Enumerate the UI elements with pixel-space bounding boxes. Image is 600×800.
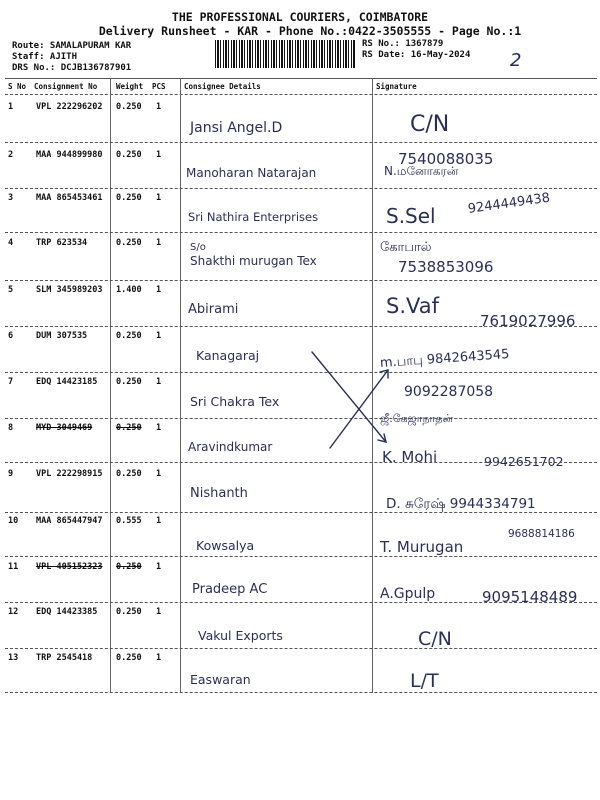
row-consignee: Kowsalya — [196, 538, 255, 553]
col-header-signature: Signature — [376, 82, 417, 91]
row-consignment-no: VPL 405152323 — [36, 562, 103, 572]
row-weight: 0.250 — [116, 193, 142, 203]
row-consignment-no: MAA 944899980 — [36, 150, 103, 160]
row-pcs: 1 — [156, 102, 162, 112]
col-header-pcs: PCS — [152, 82, 166, 91]
row-signature-phone: 7619027996 — [480, 312, 576, 330]
row-consignment-no: EDQ 14423185 — [36, 377, 98, 387]
row-sno: 8 — [8, 423, 14, 433]
row-sno: 2 — [8, 150, 14, 160]
row-consignment-no: SLM 345989203 — [36, 285, 103, 295]
row-weight: 0.250 — [116, 607, 142, 617]
row-consignee: Sri Chakra Tex — [190, 394, 280, 409]
row-consignee-prefix: S/o — [190, 242, 206, 253]
row-weight: 0.250 — [116, 331, 142, 341]
row-signature-top: ஜீ.கேஜாநாதன் — [380, 412, 454, 425]
row-pcs: 1 — [156, 469, 162, 479]
row-weight: 0.250 — [116, 562, 142, 572]
row-pcs: 1 — [156, 607, 162, 617]
row-weight: 0.250 — [116, 238, 142, 248]
row-pcs: 1 — [156, 562, 162, 572]
row-weight: 0.250 — [116, 150, 142, 160]
row-consignment-no: MAA 865447947 — [36, 516, 103, 526]
row-signature-phone: 9688814186 — [508, 528, 575, 540]
route-label: Route: SAMALAPURAM KAR — [12, 41, 132, 51]
row-signature: L/T — [410, 670, 439, 692]
row-consignment-no: EDQ 14423385 — [36, 607, 98, 617]
row-signature: 7540088035 — [398, 150, 494, 168]
row-pcs: 1 — [156, 285, 162, 295]
col-header-weight: Weight — [116, 82, 144, 91]
row-pcs: 1 — [156, 331, 162, 341]
rs-date: RS Date: 16-May-2024 — [362, 50, 471, 60]
row-consignee: Sri Nathira Enterprises — [188, 210, 319, 224]
row-weight: 0.250 — [116, 653, 142, 663]
staff-label: Staff: AJITH — [12, 52, 78, 62]
row-consignee: Abirami — [188, 302, 239, 317]
row-consignment-no: VPL 222296202 — [36, 102, 103, 112]
row-signature: 9092287058 — [404, 384, 494, 400]
row-signature: T. Murugan — [380, 538, 464, 556]
row-weight: 0.555 — [116, 516, 142, 526]
row-consignee: Kanagaraj — [196, 348, 260, 363]
row-pcs: 1 — [156, 516, 162, 526]
row-signature: S.Sel — [386, 204, 436, 228]
row-sno: 12 — [8, 607, 19, 617]
row-sno: 6 — [8, 331, 14, 341]
row-pcs: 1 — [156, 238, 162, 248]
row-consignee: Aravindkumar — [188, 440, 273, 454]
row-weight: 0.250 — [116, 102, 142, 112]
row-signature: கோபால் — [380, 240, 432, 255]
row-weight: 1.400 — [116, 285, 142, 295]
row-consignment-no: MAA 865453461 — [36, 193, 103, 203]
row-pcs: 1 — [156, 423, 162, 433]
row-sno: 4 — [8, 238, 14, 248]
row-pcs: 1 — [156, 653, 162, 663]
row-consignment-no: TRP 2545418 — [36, 653, 93, 663]
col-header-sno: S No — [8, 82, 27, 91]
row-consignee: Jansi Angel.D — [190, 120, 283, 136]
row-consignee: Nishanth — [190, 486, 248, 501]
row-signature: D. சுரேஷ் 9944334791 — [386, 496, 536, 512]
row-sno: 13 — [8, 653, 19, 663]
drs-number: DRS No.: DCJB136787901 — [12, 63, 132, 73]
rs-number: RS No.: 1367879 — [362, 39, 444, 49]
row-weight: 0.250 — [116, 377, 142, 387]
row-signature: C/N — [418, 628, 452, 650]
row-sno: 5 — [8, 285, 14, 295]
row-pcs: 1 — [156, 150, 162, 160]
row-signature: A.Gpulp — [380, 586, 436, 602]
row-signature-phone: 9244449438 — [466, 190, 551, 217]
company-title: THE PROFESSIONAL COURIERS, COIMBATORE — [171, 10, 429, 24]
row-sno: 11 — [8, 562, 19, 572]
row-signature-name: N.மனோகரன் — [384, 164, 459, 178]
row-consignee: Pradeep AC — [192, 582, 268, 597]
col-header-consignee: Consignee Details — [184, 82, 261, 91]
col-header-consignment: Consignment No — [34, 82, 98, 91]
row-sno: 7 — [8, 377, 14, 387]
row-signature: S.Vaf — [386, 294, 440, 318]
row-consignee: Manoharan Natarajan — [186, 166, 317, 180]
row-consignment-no: TRP 623534 — [36, 238, 88, 248]
row-sno: 1 — [8, 102, 14, 112]
runsheet-title: Delivery Runsheet - KAR - Phone No.:0422-3505555 - Page No.:1 — [98, 24, 522, 38]
row-sno: 10 — [8, 516, 19, 526]
row-signature: C/N — [410, 112, 450, 137]
row-pcs: 1 — [156, 193, 162, 203]
row-signature: m.பாபு 9842643545 — [379, 346, 510, 371]
row-signature-phone: 7538853096 — [398, 258, 494, 276]
row-consignment-no: VPL 222298915 — [36, 469, 103, 479]
row-signature-phone: 9095148489 — [482, 588, 578, 606]
row-sno: 9 — [8, 469, 14, 479]
row-weight: 0.250 — [116, 469, 142, 479]
row-consignment-no: DUM 307535 — [36, 331, 88, 341]
row-signature-phone: 9942651702 — [484, 454, 564, 469]
row-consignment-no: MYD 3049469 — [36, 423, 93, 433]
row-consignee: Vakul Exports — [198, 628, 283, 643]
corner-handwritten-mark: 2 — [510, 50, 522, 71]
row-consignee: Easwaran — [190, 672, 251, 687]
row-weight: 0.250 — [116, 423, 142, 433]
row-pcs: 1 — [156, 377, 162, 387]
row-signature: K. Mohi — [382, 448, 438, 466]
row-consignee: Shakthi murugan Tex — [190, 254, 317, 268]
row-sno: 3 — [8, 193, 14, 203]
